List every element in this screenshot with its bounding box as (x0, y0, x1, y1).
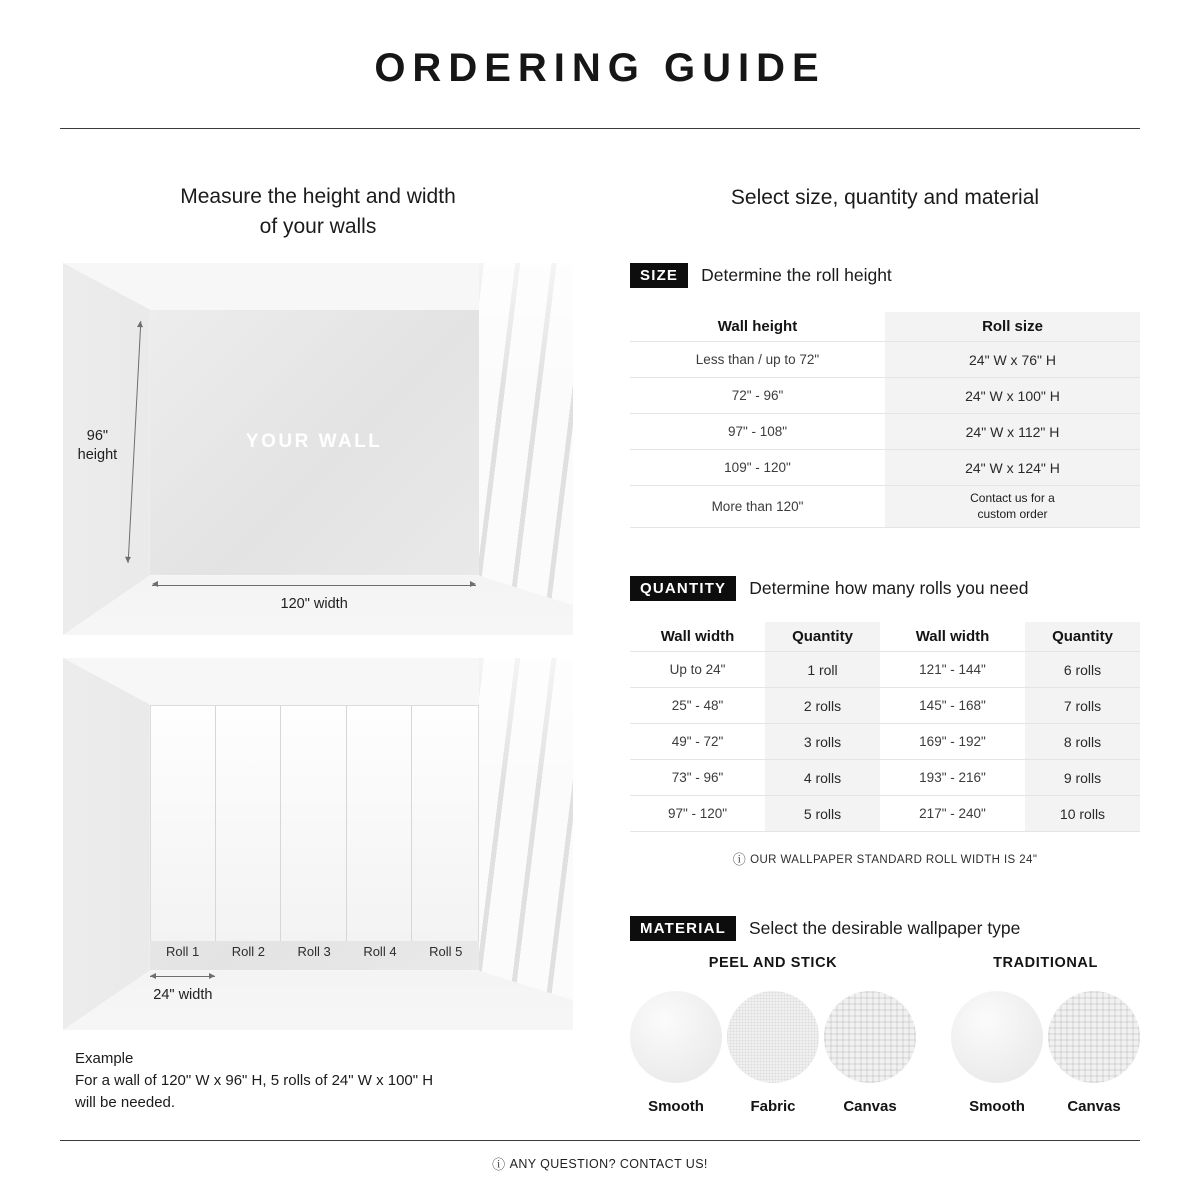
roll-size-value: 24" W x 124" H (885, 450, 1140, 485)
quantity-value: 7 rolls (1025, 688, 1140, 723)
info-icon: ⓘ (492, 1157, 506, 1172)
quantity-value: 3 rolls (765, 724, 880, 759)
quantity-badge: QUANTITY (630, 576, 736, 601)
wall-height-value: Less than / up to 72" (695, 352, 820, 367)
wall-width-value: 97" - 120" (667, 806, 728, 821)
material-group-traditional (951, 955, 1140, 1115)
smooth-texture-icon (951, 991, 1043, 1083)
quantity-value: 10 rolls (1025, 796, 1140, 831)
quantity-value: 6 rolls (1025, 652, 1140, 687)
custom-order-note: Contact us for a custom order (970, 490, 1055, 521)
standard-roll-width-note (630, 849, 1140, 868)
measure-heading-line1: Measure the height and width (180, 185, 456, 208)
measure-heading-line2: of your walls (259, 214, 377, 238)
example-title: Example (75, 1050, 134, 1067)
swatch-fabric (727, 991, 819, 1115)
quantity-table-header (630, 622, 1140, 652)
table-row (630, 796, 1140, 832)
group-title: PEEL AND STICK (708, 955, 838, 971)
wall-height-value: More than 120" (711, 499, 804, 514)
table-row (630, 688, 1140, 724)
footer-text: ANY QUESTION? CONTACT US! (509, 1157, 708, 1171)
info-icon: ⓘ (732, 852, 747, 867)
wall-width-value: 25" - 48" (671, 698, 724, 713)
swatch-label: Fabric (750, 1098, 796, 1115)
roll-size-value: 24" W x 100" H (885, 378, 1140, 413)
roll-width-measure-arrow (150, 976, 216, 977)
table-row (630, 414, 1140, 450)
quantity-section-header (630, 576, 1028, 601)
roll-size-value: 24" W x 76" H (885, 342, 1140, 377)
table-row (630, 342, 1140, 378)
roll-width-label: 24" width (153, 987, 213, 1004)
quantity-value: 4 rolls (765, 760, 880, 795)
group-title: TRADITIONAL (993, 955, 1098, 971)
width-label: 120" width (280, 595, 348, 612)
swatch-smooth (630, 991, 722, 1115)
roll-panel (412, 706, 477, 941)
wall-width-value: 49" - 72" (671, 734, 724, 749)
qty-header-quantity-1: Quantity (765, 622, 880, 651)
roll-panel (151, 706, 216, 941)
fabric-texture-icon (727, 991, 819, 1083)
example-block (75, 1048, 565, 1113)
roll-label: Roll 4 (363, 944, 397, 960)
roll-label: Roll 3 (297, 944, 331, 960)
material-group-peel-and-stick (630, 955, 916, 1115)
size-badge: SIZE (630, 263, 688, 288)
size-subtitle: Determine the roll height (701, 265, 892, 285)
swatches (630, 991, 916, 1115)
wall-width-value: Up to 24" (669, 662, 726, 677)
size-section-header (630, 263, 892, 288)
height-value: 96" (86, 427, 109, 444)
room-illustration-measure (63, 263, 573, 635)
wall-height-value: 109" - 120" (724, 460, 791, 475)
qty-header-wall-width-2: Wall width (915, 628, 990, 645)
wall-width-value: 169" - 192" (919, 734, 986, 749)
table-row (630, 724, 1140, 760)
material-section-header (630, 916, 1020, 941)
smooth-texture-icon (630, 991, 722, 1083)
table-row (630, 760, 1140, 796)
roll-panel (216, 706, 281, 941)
wall-width-value: 73" - 96" (671, 770, 724, 785)
note-text: OUR WALLPAPER STANDARD ROLL WIDTH IS 24" (750, 854, 1038, 866)
select-heading: Select size, quantity and material (730, 186, 1040, 209)
roll-label: Roll 5 (429, 944, 463, 960)
wall-width-value: 121" - 144" (919, 662, 986, 677)
example-line1: For a wall of 120" W x 96" H, 5 rolls of 24" W x 100" H (75, 1071, 434, 1089)
material-badge: MATERIAL (630, 916, 736, 941)
qty-header-wall-width-1: Wall width (660, 628, 735, 645)
size-header-wall-height: Wall height (717, 318, 798, 335)
title-divider (60, 128, 1140, 129)
wall-height-value: 72" - 96" (731, 388, 784, 403)
measure-heading (63, 182, 573, 242)
quantity-value: 1 roll (765, 652, 880, 687)
swatch-canvas (824, 991, 916, 1115)
size-header-roll-size: Roll size (885, 312, 1140, 341)
wall-width-value: 217" - 240" (919, 806, 986, 821)
wall-width-value: 193" - 216" (919, 770, 986, 785)
wallpaper-panels (150, 705, 479, 941)
roll-label: Roll 1 (165, 944, 200, 960)
quantity-value: 9 rolls (1025, 760, 1140, 795)
table-row (630, 450, 1140, 486)
footer-divider (60, 1140, 1140, 1141)
roll-panel (347, 706, 412, 941)
quantity-value: 8 rolls (1025, 724, 1140, 759)
quantity-value: 5 rolls (765, 796, 880, 831)
height-label (66, 427, 130, 466)
height-word: height (77, 447, 118, 464)
width-measure-arrow (152, 585, 476, 586)
swatch-label: Smooth (648, 1098, 704, 1115)
quantity-subtitle: Determine how many rolls you need (749, 578, 1029, 598)
size-table (630, 312, 1140, 528)
table-row (630, 378, 1140, 414)
material-subtitle: Select the desirable wallpaper type (748, 918, 1021, 938)
size-table-header (630, 312, 1140, 342)
roll-label: Roll 2 (231, 944, 265, 960)
swatch-smooth (951, 991, 1043, 1115)
room-illustration-rolls (63, 658, 573, 1030)
table-row (630, 486, 1140, 528)
roll-panel (281, 706, 346, 941)
your-wall-label: YOUR WALL (245, 431, 383, 453)
qty-header-quantity-2: Quantity (1025, 622, 1140, 651)
swatch-canvas (1048, 991, 1140, 1115)
swatch-label: Canvas (843, 1098, 897, 1115)
page-title: ORDERING GUIDE (374, 46, 826, 90)
window-graphic (479, 658, 573, 1030)
roll-size-value: 24" W x 112" H (885, 414, 1140, 449)
quantity-value: 2 rolls (765, 688, 880, 723)
roll-size-value (885, 486, 1140, 527)
canvas-texture-icon (1048, 991, 1140, 1083)
example-line2: will be needed. (75, 1093, 176, 1111)
footer-contact (0, 1154, 1200, 1173)
wall-height-value: 97" - 108" (727, 424, 788, 439)
wall-width-value: 145" - 168" (919, 698, 986, 713)
window-graphic (479, 263, 573, 635)
quantity-table (630, 622, 1140, 832)
material-groups (630, 955, 1140, 1115)
roll-labels (150, 944, 479, 959)
swatch-label: Canvas (1067, 1098, 1121, 1115)
swatch-label: Smooth (969, 1098, 1025, 1115)
table-row (630, 652, 1140, 688)
canvas-texture-icon (824, 991, 916, 1083)
swatches (951, 991, 1140, 1115)
